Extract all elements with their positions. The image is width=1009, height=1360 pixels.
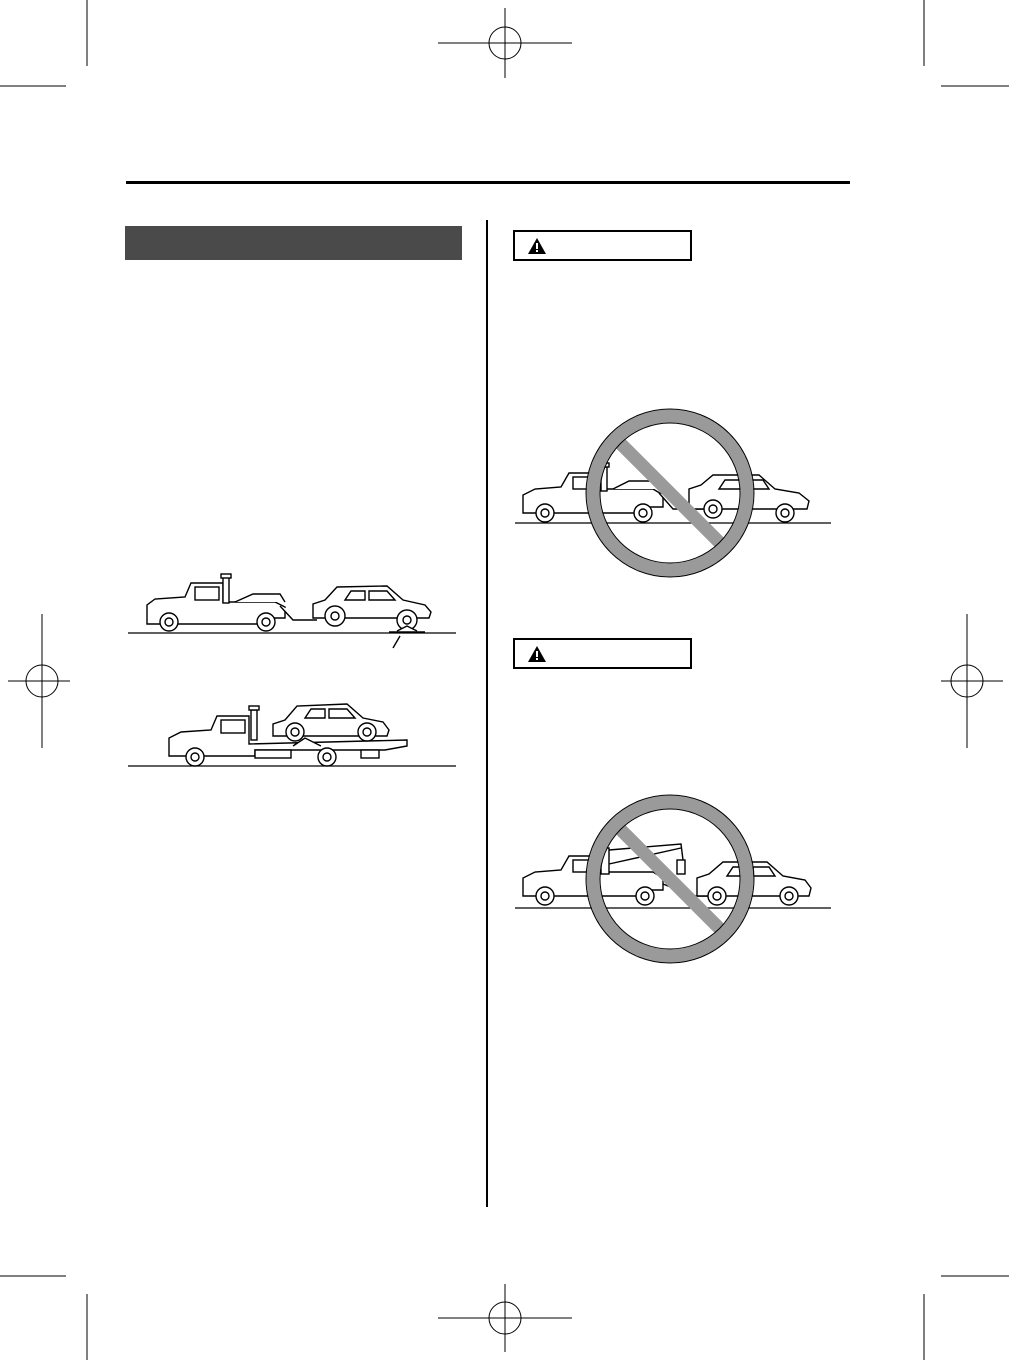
tow-truck-with-dolly-icon (125, 572, 460, 652)
registration-target-left (8, 614, 70, 748)
warning-box-2 (513, 638, 692, 669)
tow-truck-rear-lift-icon (513, 405, 833, 580)
column-divider (486, 220, 488, 1207)
flatbed-truck-icon (125, 688, 460, 768)
warning-triangle-icon (527, 645, 547, 663)
registration-target-right (941, 614, 1003, 748)
registration-target-bottom (438, 1284, 572, 1352)
warning-triangle-icon (527, 237, 547, 255)
header-rule (126, 181, 850, 184)
tow-truck-sling-icon (513, 792, 833, 967)
section-heading-bar (125, 226, 462, 260)
registration-target-top (438, 8, 572, 78)
warning-box-1 (513, 230, 692, 261)
